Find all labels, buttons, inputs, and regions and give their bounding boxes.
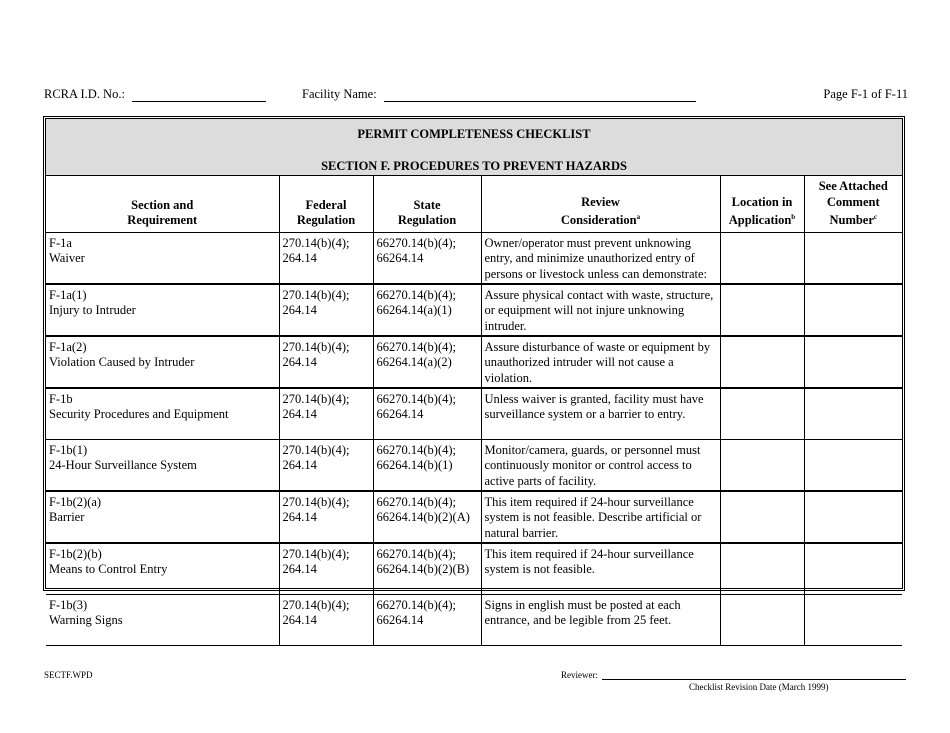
review-cell: Assure physical contact with waste, structure, or equipment will not injure unknowing intruder.	[481, 284, 720, 336]
table-row	[46, 439, 902, 491]
state-cell: 66270.14(b)(4); 66264.14(b)(1)	[373, 439, 481, 491]
table-row	[46, 336, 902, 388]
location-cell[interactable]	[720, 232, 804, 284]
state-cell: 66270.14(b)(4); 66264.14	[373, 388, 481, 440]
facility-name-label: Facility Name:	[302, 87, 377, 101]
comment-cell[interactable]	[804, 336, 902, 388]
federal-cell: 270.14(b)(4); 264.14	[279, 491, 373, 543]
section-cell: F-1a Waiver	[46, 232, 279, 284]
reviewer-blank[interactable]	[602, 671, 906, 680]
review-cell: Unless waiver is granted, facility must have surveillance system or a barrier to entry.	[481, 388, 720, 440]
col-header-location: Location in Application$^b$	[720, 176, 804, 232]
file-name: SECTF.WPD	[44, 670, 93, 680]
section-cell: F-1a(1) Injury to Intruder	[46, 284, 279, 336]
comment-cell[interactable]	[804, 388, 902, 440]
checklist-frame	[43, 116, 905, 628]
location-cell[interactable]	[720, 543, 804, 595]
section-cell: F-1b(1) 24-Hour Surveillance System	[46, 439, 279, 491]
section-cell: F-1b(3) Warning Signs	[46, 594, 279, 645]
table-row	[46, 232, 902, 284]
comment-cell[interactable]	[804, 232, 902, 284]
rcra-id-field	[44, 87, 266, 102]
facility-name-field	[302, 87, 696, 102]
section-cell: F-1b Security Procedures and Equipment	[46, 388, 279, 440]
location-cell[interactable]	[720, 336, 804, 388]
comment-cell[interactable]	[804, 284, 902, 336]
state-cell: 66270.14(b)(4); 66264.14	[373, 594, 481, 645]
section-cell: F-1a(2) Violation Caused by Intruder	[46, 336, 279, 388]
federal-cell: 270.14(b)(4); 264.14	[279, 439, 373, 491]
table-row	[46, 594, 902, 645]
federal-cell: 270.14(b)(4); 264.14	[279, 336, 373, 388]
location-cell[interactable]	[720, 491, 804, 543]
table-row	[46, 388, 902, 440]
federal-cell: 270.14(b)(4); 264.14	[279, 388, 373, 440]
table-row	[46, 491, 902, 543]
federal-cell: 270.14(b)(4); 264.14	[279, 594, 373, 645]
state-cell: 66270.14(b)(4); 66264.14	[373, 232, 481, 284]
review-cell: Signs in english must be posted at each entrance, and be legible from 25 feet.	[481, 594, 720, 645]
location-cell[interactable]	[720, 439, 804, 491]
col-header-comment: See Attached Comment Number$^c$	[804, 176, 902, 232]
state-cell: 66270.14(b)(4); 66264.14(b)(2)(A)	[373, 491, 481, 543]
section-cell: F-1b(2)(a) Barrier	[46, 491, 279, 543]
section-title: SECTION F. PROCEDURES TO PREVENT HAZARDS	[321, 159, 627, 173]
state-cell: 66270.14(b)(4); 66264.14(a)(1)	[373, 284, 481, 336]
rcra-id-blank[interactable]	[132, 89, 266, 102]
col-header-section: Section and Requirement	[46, 176, 279, 232]
review-cell: This item required if 24-hour surveillance system is not feasible.	[481, 543, 720, 595]
section-cell: F-1b(2)(b) Means to Control Entry	[46, 543, 279, 595]
federal-cell: 270.14(b)(4); 264.14	[279, 232, 373, 284]
table-row	[46, 543, 902, 595]
review-cell: Assure disturbance of waste or equipment by unauthorized intruder will not cause a violation.	[481, 336, 720, 388]
location-cell[interactable]	[720, 388, 804, 440]
facility-name-blank[interactable]	[384, 89, 696, 102]
comment-cell[interactable]	[804, 439, 902, 491]
col-header-federal: Federal Regulation	[279, 176, 373, 232]
federal-cell: 270.14(b)(4); 264.14	[279, 284, 373, 336]
state-cell: 66270.14(b)(4); 66264.14(b)(2)(B)	[373, 543, 481, 595]
col-header-state: State Regulation	[373, 176, 481, 232]
page-number: Page F-1 of F-11	[823, 87, 908, 101]
checklist-title: PERMIT COMPLETENESS CHECKLIST	[357, 127, 591, 141]
comment-cell[interactable]	[804, 543, 902, 595]
rcra-id-label: RCRA I.D. No.:	[44, 87, 125, 101]
location-cell[interactable]	[720, 284, 804, 336]
table-header-row	[46, 176, 902, 232]
comment-cell[interactable]	[804, 594, 902, 645]
review-cell: Monitor/camera, guards, or personnel must continuously monitor or control access to active parts of facility.	[481, 439, 720, 491]
checklist-table	[46, 176, 902, 646]
review-cell: Owner/operator must prevent unknowing entry, and minimize unauthorized entry of persons or livestock unless can demonstrate:	[481, 232, 720, 284]
page-header	[44, 87, 908, 105]
col-header-review: Review Consideration$^a$	[481, 176, 720, 232]
state-cell: 66270.14(b)(4); 66264.14(a)(2)	[373, 336, 481, 388]
federal-cell: 270.14(b)(4); 264.14	[279, 543, 373, 595]
reviewer-label: Reviewer:	[561, 670, 598, 680]
table-row	[46, 284, 902, 336]
title-band	[46, 119, 902, 176]
comment-cell[interactable]	[804, 491, 902, 543]
reviewer-field	[561, 670, 906, 680]
review-cell: This item required if 24-hour surveillance system is not feasible. Describe artificial or natural barrier.	[481, 491, 720, 543]
revision-date: Checklist Revision Date (March 1999)	[689, 682, 829, 692]
location-cell[interactable]	[720, 594, 804, 645]
